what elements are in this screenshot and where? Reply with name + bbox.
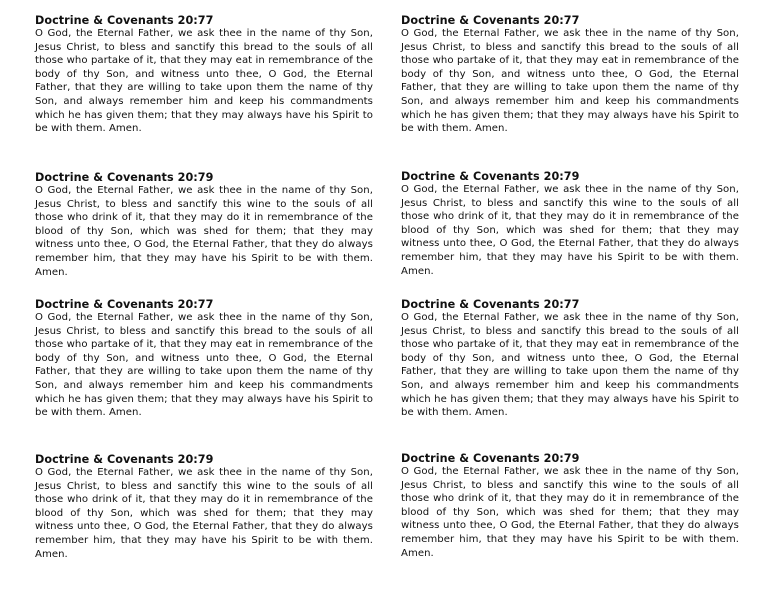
card-wine-prayer (401, 170, 739, 278)
card-bread-prayer (401, 298, 739, 420)
card-bread-prayer (35, 14, 373, 136)
card-text: O God, the Eternal Father, we ask thee in the name of thy Son, Jesus Christ, to bless and sanctify this bread to the souls of all those who partake of it, that they may eat in remembrance of the body of thy Son, and witness unto thee, O God, the Eternal Father, that they are willing to take upon them the name of thy Son, and always remember him and keep his commandments which he has given them; that they may always have his Spirit to be with them. Amen. (35, 312, 373, 419)
card-heading: Doctrine & Covenants 20:79 (35, 453, 214, 466)
card-heading: Doctrine & Covenants 20:77 (401, 298, 580, 311)
card-heading: Doctrine & Covenants 20:77 (35, 14, 214, 27)
card-text: O God, the Eternal Father, we ask thee in the name of thy Son, Jesus Christ, to bless and sanctify this wine to the souls of all those who drink of it, that they may do it in remembrance of the blood of thy Son, which was shed for them; that they may witness unto thee, O God, the Eternal Father, that they do always remember him, that they may have his Spirit to be with them. Amen. (35, 185, 373, 278)
card-text: O God, the Eternal Father, we ask thee in the name of thy Son, Jesus Christ, to bless and sanctify this wine to the souls of all those who drink of it, that they may do it in remembrance of the blood of thy Son, which was shed for them; that they may witness unto thee, O God, the Eternal Father, that they do always remember him, that they may have his Spirit to be with them. Amen. (401, 184, 739, 277)
card-text: O God, the Eternal Father, we ask thee in the name of thy Son, Jesus Christ, to bless and sanctify this bread to the souls of all those who partake of it, that they may eat in remembrance of the body of thy Son, and witness unto thee, O God, the Eternal Father, that they are willing to take upon them the name of thy Son, and always remember him and keep his commandments which he has given them; that they may always have his Spirit to be with them. Amen. (401, 28, 739, 135)
card-text: O God, the Eternal Father, we ask thee in the name of thy Son, Jesus Christ, to bless and sanctify this wine to the souls of all those who drink of it, that they may do it in remembrance of the blood of thy Son, which was shed for them; that they may witness unto thee, O God, the Eternal Father, that they do always remember him, that they may have his Spirit to be with them. Amen. (401, 466, 739, 559)
card-text: O God, the Eternal Father, we ask thee in the name of thy Son, Jesus Christ, to bless and sanctify this wine to the souls of all those who drink of it, that they may do it in remembrance of the blood of thy Son, which was shed for them; that they may witness unto thee, O God, the Eternal Father, that they do always remember him, that they may have his Spirit to be with them. Amen. (35, 467, 373, 560)
card-wine-prayer (401, 452, 739, 560)
card-heading: Doctrine & Covenants 20:77 (401, 14, 580, 27)
card-heading: Doctrine & Covenants 20:77 (35, 298, 214, 311)
card-text: O God, the Eternal Father, we ask thee in the name of thy Son, Jesus Christ, to bless and sanctify this bread to the souls of all those who partake of it, that they may eat in remembrance of the body of thy Son, and witness unto thee, O God, the Eternal Father, that they are willing to take upon them the name of thy Son, and always remember him and keep his commandments which he has given them; that they may always have his Spirit to be with them. Amen. (401, 312, 739, 419)
card-bread-prayer (35, 298, 373, 420)
card-heading: Doctrine & Covenants 20:79 (401, 452, 580, 465)
card-wine-prayer (35, 171, 373, 279)
card-heading: Doctrine & Covenants 20:79 (401, 170, 580, 183)
card-bread-prayer (401, 14, 739, 136)
card-wine-prayer (35, 453, 373, 561)
card-text: O God, the Eternal Father, we ask thee in the name of thy Son, Jesus Christ, to bless and sanctify this bread to the souls of all those who partake of it, that they may eat in remembrance of the body of thy Son, and witness unto thee, O God, the Eternal Father, that they are willing to take upon them the name of thy Son, and always remember him and keep his commandments which he has given them; that they may always have his Spirit to be with them. Amen. (35, 28, 373, 135)
card-heading: Doctrine & Covenants 20:79 (35, 171, 214, 184)
